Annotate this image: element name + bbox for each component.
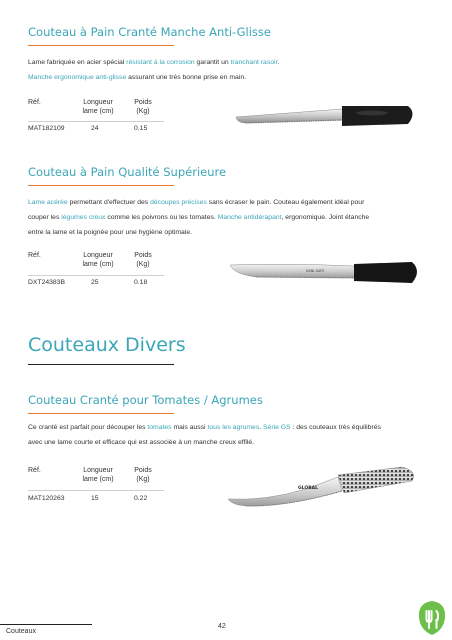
text-segment: avec une lame courte et efficace qui est associée à un manche creux effilé.: [28, 439, 255, 446]
heading-underline: [28, 364, 174, 365]
text-segment: Lame fabriquée en acier spécial: [28, 59, 127, 66]
title-underline: [28, 413, 174, 414]
footer-category: Couteaux: [6, 628, 36, 635]
title-underline: [28, 45, 174, 46]
utensils-logo-icon: [417, 600, 447, 636]
title-underline: [28, 185, 174, 186]
highlighted-text: tous les agrumes: [207, 424, 260, 431]
ref-value: DXT24383B: [28, 279, 66, 286]
text-segment: mais aussi: [171, 424, 208, 431]
length-header: Longueur lame (cm): [82, 252, 114, 268]
text-segment: entre la lame et la poignée pour une hygiène optimale.: [28, 229, 192, 236]
length-value: 24: [91, 125, 99, 132]
table-divider: [28, 121, 164, 122]
length-header: Longueur lame (cm): [82, 99, 114, 115]
weight-value: 0.15: [134, 125, 148, 132]
highlighted-text: tomates: [147, 424, 172, 431]
section-title: Couteau à Pain Qualité Supérieure: [28, 165, 227, 179]
text-segment: assurant une très bonne prise en main.: [126, 74, 247, 81]
highlighted-text: légumes creux: [61, 214, 106, 221]
weight-value: 0.22: [134, 495, 148, 502]
table-divider: [28, 275, 164, 276]
highlighted-text: Série GS: [263, 424, 291, 431]
text-segment: Ce cranté est parfait pour découper les: [28, 424, 148, 431]
weight-header: Poids (Kg): [134, 99, 152, 115]
description-line: [28, 224, 192, 242]
footer-rule: [0, 624, 92, 625]
highlighted-text: résistant à la corrosion: [126, 59, 195, 66]
blade-imprint: SANI-SAFE: [306, 269, 325, 273]
bread-knife-image: [232, 100, 418, 132]
section-title: Couteau Cranté pour Tomates / Agrumes: [28, 393, 263, 407]
table-divider: [28, 490, 164, 491]
ref-header: Réf.: [28, 99, 41, 106]
length-header: Longueur lame (cm): [82, 467, 114, 483]
ref-value: MAT120263: [28, 495, 65, 502]
text-segment: : des couteaux très équilibrés: [290, 424, 381, 431]
length-value: 25: [91, 279, 99, 286]
page-heading: Couteaux Divers: [28, 334, 186, 356]
text-segment: couper les: [28, 214, 62, 221]
ref-header: Réf.: [28, 252, 41, 259]
description-line: [28, 69, 246, 87]
text-segment: garantit un: [194, 59, 231, 66]
highlighted-text: Manche antidérapant: [217, 214, 282, 221]
highlighted-text: découpes précises: [150, 199, 207, 206]
highlighted-text: tranchant rasoir: [230, 59, 278, 66]
length-value: 15: [91, 495, 99, 502]
text-segment: comme les poivrons ou les tomates.: [105, 214, 218, 221]
ref-value: MAT182109: [28, 125, 65, 132]
weight-header: Poids (Kg): [134, 252, 152, 268]
weight-header: Poids (Kg): [134, 467, 152, 483]
text-segment: .: [259, 424, 264, 431]
ref-header: Réf.: [28, 467, 41, 474]
text-segment: sans écraser le pain. Couteau également idéal pour: [206, 199, 365, 206]
text-segment: permettant d'effectuer des: [67, 199, 151, 206]
tomato-knife-image: [226, 465, 422, 511]
section-title: Couteau à Pain Cranté Manche Anti-Glisse: [28, 25, 271, 39]
blade-imprint: GLOBAL: [298, 486, 319, 491]
description-line: [28, 434, 254, 452]
quality-bread-knife-image: [226, 256, 422, 290]
text-segment: , ergonomique. Joint étanche: [281, 214, 370, 221]
text-segment: .: [277, 59, 280, 66]
highlighted-text: Lame acérée: [28, 199, 68, 206]
highlighted-text: Manche ergonomique anti-glisse: [28, 74, 127, 81]
weight-value: 0.18: [134, 279, 148, 286]
page-number: 42: [218, 623, 226, 630]
